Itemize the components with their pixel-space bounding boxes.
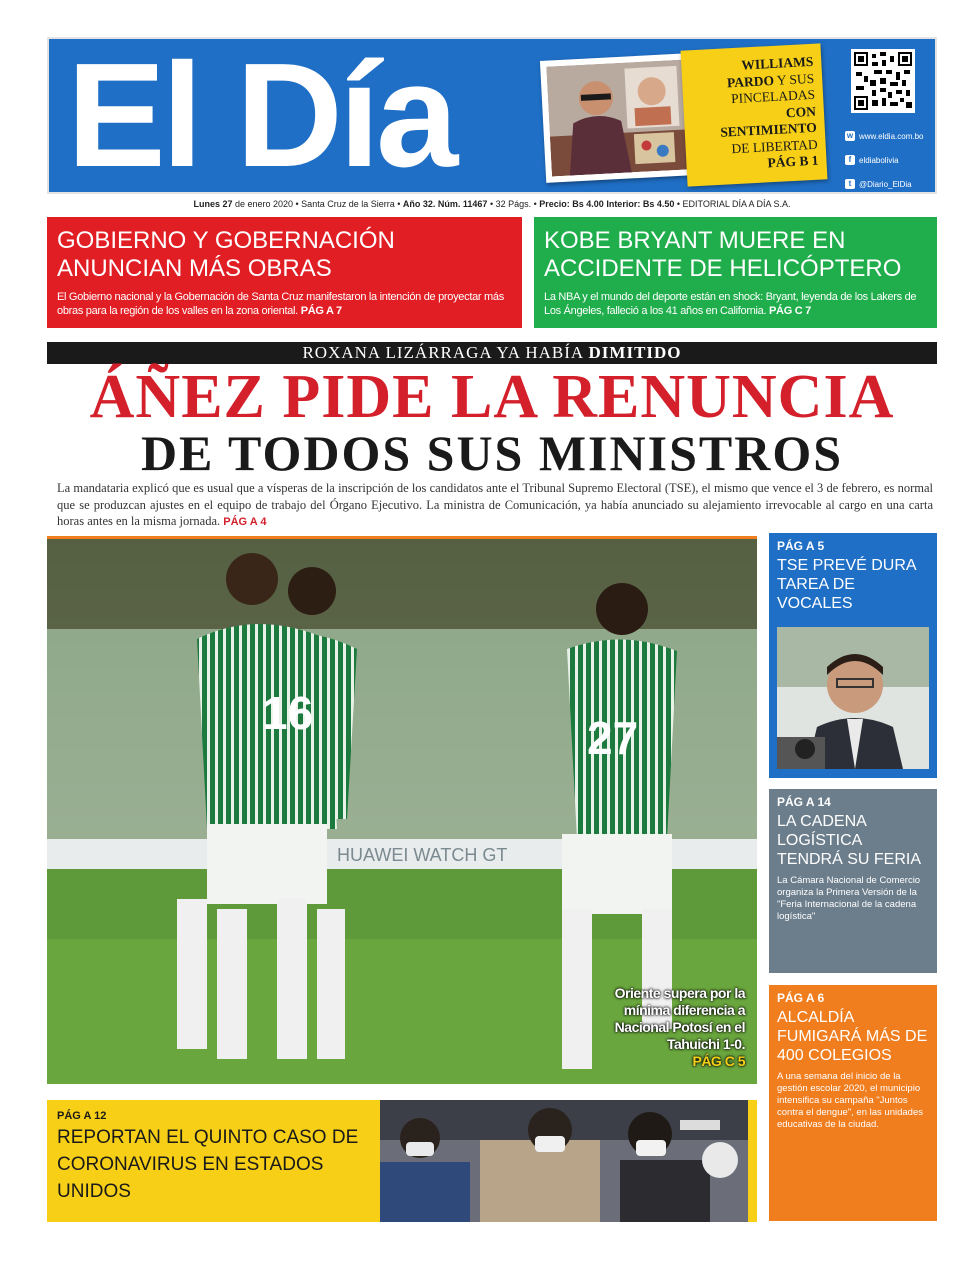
promo-page-ref[interactable]: PÁG B 1: [767, 152, 819, 171]
facebook-icon: f: [845, 155, 855, 165]
masthead-side: [841, 39, 937, 192]
page-ref[interactable]: PÁG A 12: [57, 1110, 107, 1122]
qr-code-graphic: [854, 52, 912, 110]
bottom-text: [57, 1110, 377, 1205]
main-kicker: ROXANA LIZÁRRAGA YA HABÍA DIMITIDO: [47, 342, 937, 364]
tse-official-photo: [777, 627, 929, 769]
social-web[interactable]: w www.eldia.com.bo: [846, 131, 924, 141]
promo-line: PINCELADAS: [730, 86, 816, 107]
painter-photo-illustration: [546, 59, 690, 176]
teaser-title: KOBE BRYANT MUERE EN ACCIDENTE DE HELICÓPTERO: [544, 227, 902, 282]
promo-line: DE LIBERTAD: [731, 136, 818, 156]
promo-line: WILLIAMS: [740, 53, 814, 73]
page-ref[interactable]: PÁG A 4: [223, 516, 267, 529]
page-ref[interactable]: PÁG A 6: [777, 991, 825, 1005]
page-ref[interactable]: PÁG A 5: [777, 539, 825, 553]
promo-teaser[interactable]: [539, 39, 831, 192]
promo-line: CON: [785, 103, 817, 120]
bottom-title: REPORTAN EL QUINTO CASO DE CORONAVIRUS EN ESTADOS UNIDOS: [57, 1127, 359, 1202]
side-title: LA CADENA LOGÍSTICA TENDRÁ SU FERIA: [777, 813, 922, 868]
side-title: ALCALDÍA FUMIGARÁ MÁS DE 400 COLEGIOS: [777, 1009, 928, 1064]
promo-line: SENTIMIENTO: [719, 119, 818, 140]
main-photo[interactable]: [47, 536, 757, 1084]
coronavirus-photo: [380, 1100, 748, 1222]
promo-photo: [540, 53, 696, 183]
qr-code-icon[interactable]: [851, 49, 915, 113]
teaser-body: La NBA y el mundo del deporte están en shock: Bryant, leyenda de los Lakers de Los Ángeles, falleció a los 41 años en California. PÁG C 7: [544, 291, 917, 317]
side-story-alcaldia[interactable]: [769, 985, 937, 1221]
bottom-story-coronavirus[interactable]: [47, 1100, 757, 1222]
main-headline-line1[interactable]: ÁÑEZ PIDE LA RENUNCIA: [89, 363, 895, 431]
ad-board-text: HUAWEI WATCH GT: [337, 845, 508, 865]
twitter-icon: t: [845, 179, 855, 189]
promo-note: [681, 43, 828, 186]
masked-people-illustration: [380, 1100, 748, 1222]
teaser-kobe[interactable]: [534, 217, 937, 328]
teaser-body: El Gobierno nacional y la Gobernación de Santa Cruz manifestaron la intención de proyectar más obras para la región de los valles en la zona oriental. PÁG A 7: [57, 291, 504, 317]
teaser-gobierno[interactable]: [47, 217, 522, 328]
social-facebook[interactable]: f eldiabolivia: [845, 155, 899, 165]
jersey-number-left: 16: [262, 687, 314, 739]
promo-line: PARDO: [726, 72, 775, 90]
page-ref[interactable]: PÁG C 7: [769, 305, 811, 317]
page-ref[interactable]: PÁG A 14: [777, 795, 831, 809]
main-lead: La mandataria explicó que es usual que a vísperas de la inscripción de los candidatos ante el Tribunal Supremo Electoral (TSE), el mismo que vence el 3 de febrero, es normal que se produzcan ajustes en el equipo de trabajo del Órgano Ejecutivo. La ministra de Comunicación, ya había anunciado su alejamiento irrevocable al cargo en una carta horas antes en la misma jornada. PÁG A 4: [57, 481, 933, 529]
teaser-title: GOBIERNO Y GOBERNACIÓN ANUNCIAN MÁS OBRAS: [57, 227, 395, 282]
globe-icon: w: [846, 131, 854, 140]
side-title: TSE PREVÉ DURA TAREA DE VOCALES: [777, 557, 916, 612]
newspaper-logo[interactable]: El Día: [67, 37, 455, 194]
jersey-number-right: 27: [587, 712, 639, 764]
portrait-illustration: [777, 627, 929, 769]
photo-caption: Oriente supera por la mínima diferencia a Nacional Potosí en el Tahuichi 1-0. PÁG C 5: [614, 985, 745, 1069]
side-story-cadena[interactable]: [769, 789, 937, 973]
page-ref[interactable]: PÁG C 5: [692, 1053, 745, 1069]
side-body: La Cámara Nacional de Comercio organiza la Primera Versión de la "Feria Internacional de la cadena logística": [777, 875, 921, 922]
social-twitter[interactable]: t @Diario_ElDia: [845, 179, 912, 189]
page-ref[interactable]: PÁG A 7: [300, 305, 342, 317]
dateline: Lunes 27 de enero 2020 • Santa Cruz de la Sierra • Año 32. Núm. 11467 • 32 Págs. • Precio: Bs 4.00 Interior: Bs 4.50 • EDITORIAL DÍA A DÍA S.A.: [193, 199, 791, 209]
main-headline-line2[interactable]: DE TODOS SUS MINISTROS: [140, 425, 844, 481]
masthead: [47, 37, 937, 194]
side-body: A una semana del inicio de la gestión escolar 2020, el municipio intensifica su campaña "Juntos contra el dengue", en las unidades educativas de la ciudad.: [777, 1071, 923, 1130]
promo-line: Y SUS: [773, 70, 815, 88]
side-story-tse[interactable]: [769, 533, 937, 778]
